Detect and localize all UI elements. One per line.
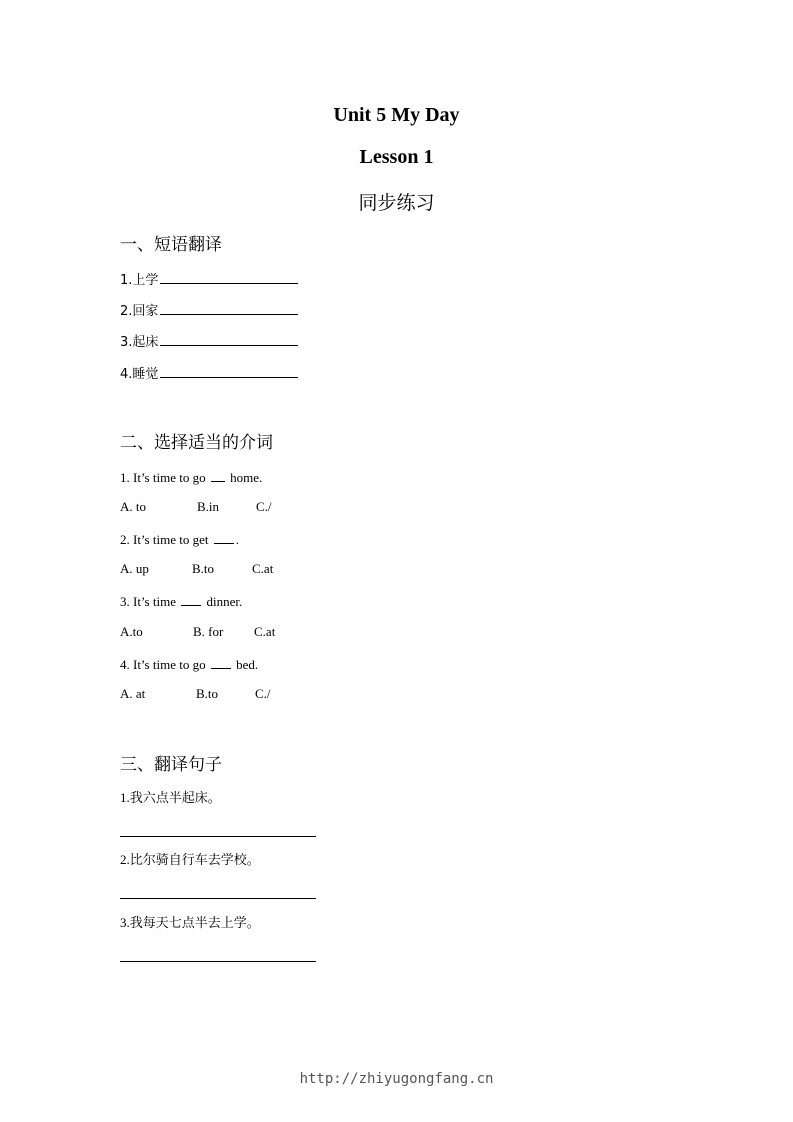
answer-blank[interactable]: [211, 468, 225, 482]
answer-blank[interactable]: [214, 530, 234, 544]
section-heading-phrase-translation: 一、短语翻译: [120, 235, 222, 255]
answer-blank[interactable]: [160, 364, 298, 378]
page-subtitle: 同步练习: [358, 192, 435, 214]
option-b[interactable]: B.in: [197, 499, 220, 514]
sentence-item: 3.我每天七点半去上学。: [120, 915, 260, 930]
answer-line[interactable]: [120, 961, 316, 962]
option-a[interactable]: A.to: [120, 624, 143, 639]
phrase-item: 4.睡觉: [120, 364, 300, 383]
answer-line[interactable]: [120, 898, 316, 899]
sentence-item: 1.我六点半起床。: [120, 790, 221, 805]
section-heading-prepositions: 二、选择适当的介词: [120, 433, 273, 453]
question-item: 1. It’s time to go home.: [120, 470, 263, 485]
answer-blank[interactable]: [160, 332, 298, 346]
question-item: 2. It’s time to get .: [120, 532, 239, 547]
answer-blank[interactable]: [160, 270, 298, 284]
answer-blank[interactable]: [160, 301, 298, 315]
footer-url: http://zhiyugongfang.cn: [299, 1071, 494, 1087]
option-a[interactable]: A. up: [120, 561, 149, 576]
option-b[interactable]: B.to: [196, 686, 219, 701]
phrase-item: 1.上学: [120, 270, 300, 289]
option-b[interactable]: B. for: [193, 624, 224, 639]
question-item: 4. It’s time to go bed.: [120, 657, 259, 672]
phrase-item: 3.起床: [120, 332, 300, 351]
phrase-item: 2.回家: [120, 301, 300, 320]
option-b[interactable]: B.to: [192, 561, 215, 576]
option-c[interactable]: C.at: [252, 561, 274, 576]
section-heading-sentence-translation: 三、翻译句子: [120, 755, 222, 775]
sentence-item: 2.比尔骑自行车去学校。: [120, 852, 260, 867]
answer-blank[interactable]: [181, 592, 201, 606]
option-c[interactable]: C./: [255, 686, 271, 701]
option-c[interactable]: C.at: [254, 624, 276, 639]
answer-line[interactable]: [120, 836, 316, 837]
option-a[interactable]: A. to: [120, 499, 146, 514]
lesson-title: Lesson 1: [359, 146, 434, 168]
option-c[interactable]: C./: [256, 499, 272, 514]
page-title: Unit 5 My Day: [333, 104, 460, 126]
question-item: 3. It’s time dinner.: [120, 594, 243, 609]
option-a[interactable]: A. at: [120, 686, 146, 701]
answer-blank[interactable]: [211, 655, 231, 669]
